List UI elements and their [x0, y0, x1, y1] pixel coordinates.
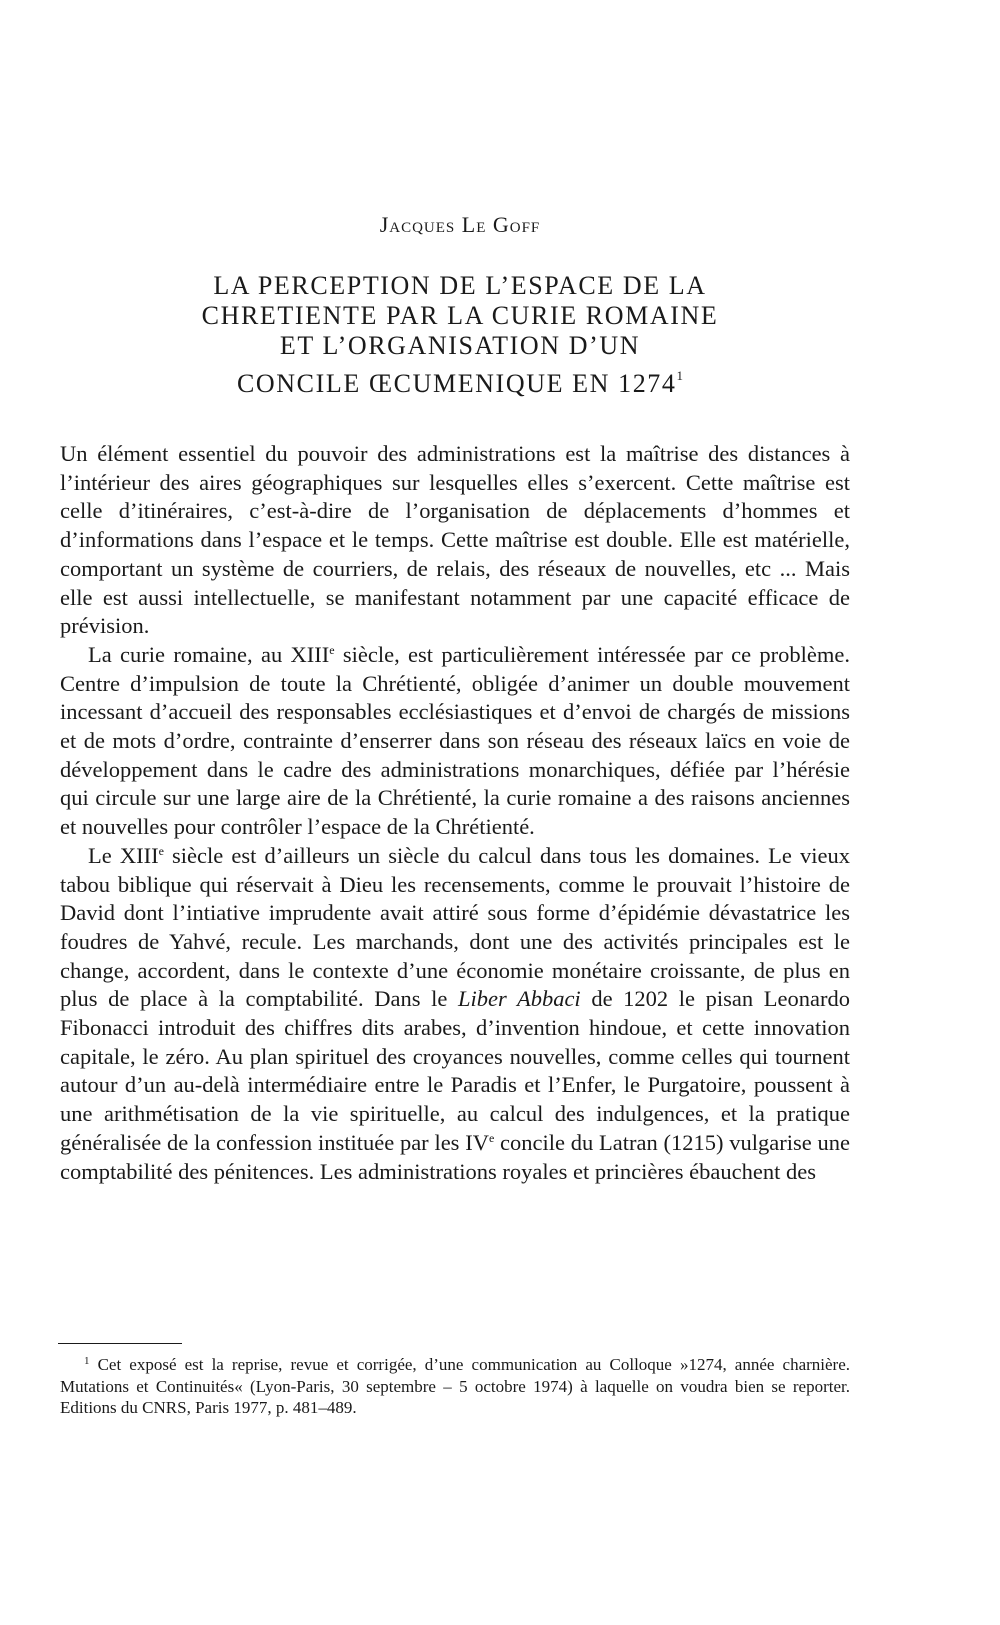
paragraph: [60, 641, 850, 842]
title-line-text: CONCILE ŒCUMENIQUE EN 1274: [236, 369, 677, 398]
paragraph: Un élément essentiel du pouvoir des administrations est la maîtrise des distances à l’intérieur des aires géographiques sur lesquelles elles s’exercent. Cette maîtrise est celle d’itinéraires, c’est-à-dire de l’organisation de déplacements d’hommes et d’informations dans l’espace et le temps. Cette maîtrise est double. Elle est matérielle, comportant un système de courriers, de relais, des réseaux de nouvelles, etc ... Mais elle est aussi intellectuelle, se manifestant notamment par une capacité efficace de prévision.: [60, 441, 850, 639]
superscript: e: [488, 1130, 495, 1145]
article-body: [60, 440, 850, 1186]
paragraph-text: de 1202 le pisan Leonardo Fibonacci introduit des chiffres dits arabes, d’invention hindoue, et cette innovation capitale, le zéro. Au plan spirituel des croyances nouvelles, comme celles qui tournent autour d’un au-delà intermédiaire entre le Paradis et l’Enfer, le Purgatoire, poussent à une arithmétisation de la vie spirituelle, au calcul des indulgences, et la pratique généralisée de la confession instituée par les IV: [60, 986, 850, 1155]
footnote: [60, 1354, 850, 1419]
paragraph-text: La curie romaine, au XIII: [88, 641, 330, 667]
superscript: e: [158, 843, 164, 858]
book-title: Liber Abbaci: [457, 986, 581, 1012]
paragraph: [60, 842, 850, 1186]
paragraph-text: siècle est d’ailleurs un siècle du calcul dans tous les domaines. Le vieux tabou biblique qui réservait à Dieu les recensements, comme le prouvait l’histoire de David dont l’intiative imprudente avait attiré sous forme d’épidémie dévastatrice les foudres de Yahvé, recule. Les marchands, dont une des activités principales est le change, accordent, dans le contexte d’une économie monétaire croissante, de plus en plus de place à la comptabilité. Dans le: [60, 842, 850, 1012]
paragraph-text: siècle, est particulièrement intéressée par ce problème. Centre d’impulsion de toute la Chrétienté, obligée d’animer un double mouvement incessant d’accueil des responsables ecclésiastiques et d’envoi de chargés de missions et de mots d’ordre, contrainte d’enserrer dans son réseau des réseaux laïcs en voie de développement dans le cadre des administrations monarchiques, défiée par l’hérésie qui circule sur une large aire de la Chrétienté, la curie romaine a des raisons anciennes et nouvelles pour contrôler l’espace de la Chrétienté.: [60, 641, 850, 840]
title-line: LA PERCEPTION DE L’ESPACE DE LA: [213, 271, 707, 300]
paragraph-text: Le XIII: [88, 842, 159, 868]
footnote-text: Cet exposé est la reprise, revue et corrigée, d’une communication au Colloque »1274, année charnière. Mutations et Continuités« (Lyon-Paris, 30 septembre – 5 octobre 1974) à laquelle on voudra bien se reporter. Editions du CNRS, Paris 1977, p. 481–489.: [60, 1355, 850, 1417]
superscript: e: [329, 642, 335, 657]
article-title: [0, 271, 920, 399]
paragraph-text: concile du Latran (1215) vulgarise une comptabilité des pénitences. Les administrations royales et princières ébauchent des: [60, 1129, 850, 1184]
title-line: CHRETIENTE PAR LA CURIE ROMAINE: [201, 301, 719, 330]
title-line: ET L’ORGANISATION D’UN: [279, 331, 641, 360]
footnote-divider: [58, 1343, 182, 1344]
footnote-reference: 1: [676, 368, 684, 383]
footnote-number: 1: [84, 1355, 90, 1367]
author-name: Jacques Le Goff: [379, 212, 541, 237]
title-line: [0, 361, 920, 399]
